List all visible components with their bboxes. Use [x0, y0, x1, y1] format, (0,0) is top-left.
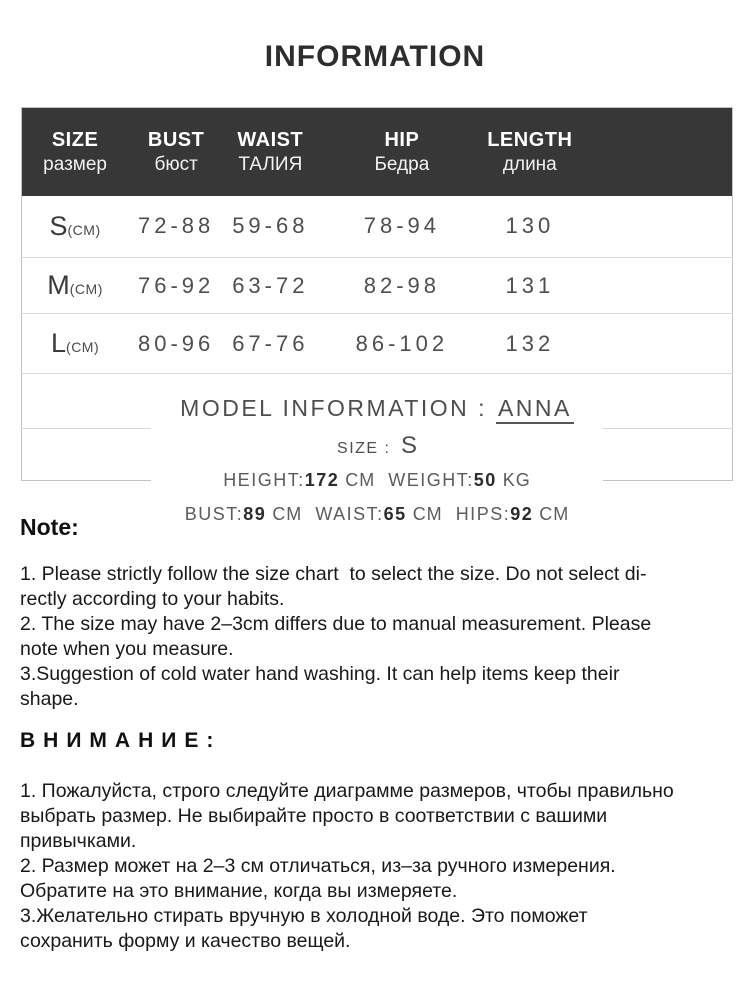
model-name: ANNA	[496, 395, 574, 424]
note-line: note when you measure.	[20, 638, 234, 660]
cell-waist: 63-72	[232, 272, 309, 298]
cell-bust: 80-96	[137, 330, 215, 356]
hips-label: HIPS:	[455, 504, 511, 524]
cell-hip: 86-102	[355, 330, 449, 356]
model-size-value: S	[400, 432, 417, 459]
cell-waist: 67-76	[232, 330, 309, 356]
table-row-size-s	[22, 196, 733, 258]
notes-english-paragraph	[20, 562, 732, 712]
model-size-line	[151, 432, 603, 460]
model-info-title: MODEL INFORMATION :	[180, 395, 488, 421]
weight-unit: KG	[502, 470, 531, 490]
weight-value: 50	[473, 470, 497, 490]
model-height-weight-line	[151, 470, 603, 491]
cell-bust: 72-88	[137, 213, 215, 239]
cell-size	[22, 196, 129, 258]
note-line: shape.	[20, 688, 79, 710]
note-line: 2. The size may have 2–3cm differs due to manual measurement. Please	[20, 613, 652, 635]
cell-length: 131	[505, 272, 555, 298]
column-header-bust	[128, 108, 224, 196]
size-table-header-row	[22, 108, 733, 196]
note-line: выбрать размер. Не выбирайте просто в соответствии с вашими	[20, 805, 608, 827]
cell-size	[22, 314, 129, 374]
note-line: 1. Please strictly follow the size chart to select the size. Do not select di-	[20, 563, 647, 585]
notes-russian-paragraph	[20, 779, 732, 954]
cell-length: 132	[505, 330, 555, 356]
column-header-size-en: SIZE	[51, 128, 99, 151]
note-line: 3.Желательно стирать вручную в холодной воде. Это поможет	[20, 905, 588, 927]
column-header-waist	[224, 108, 316, 196]
size-label: S	[49, 210, 68, 241]
note-line: 1. Пожалуйста, строго следуйте диаграмме размеров, чтобы правильно	[20, 780, 674, 802]
height-value: 172	[304, 470, 340, 490]
note-line: 2. Размер может на 2–3 см отличаться, из–за ручного измерения.	[20, 855, 616, 877]
column-header-filler	[572, 108, 732, 196]
waist-label: WAIST:	[315, 504, 384, 524]
cell-length: 130	[505, 213, 555, 239]
notes-english-heading: Note:	[20, 514, 79, 540]
table-row-size-l	[22, 314, 733, 374]
cell-filler	[572, 196, 732, 258]
column-header-bust-ru: бюст	[154, 153, 198, 175]
cell-hip: 82-98	[363, 272, 440, 298]
weight-label: WEIGHT:	[388, 470, 474, 490]
model-info-box	[151, 383, 603, 525]
hips-unit: CM	[539, 504, 570, 524]
size-unit: (CM)	[66, 339, 100, 355]
cell-bust: 76-92	[137, 272, 215, 298]
column-header-hip	[317, 108, 488, 196]
column-header-length	[487, 108, 572, 196]
cell-filler	[572, 258, 732, 314]
model-size-label: SIZE :	[337, 440, 391, 457]
column-header-bust-en: BUST	[147, 128, 205, 151]
waist-unit: CM	[412, 504, 443, 524]
column-header-size	[22, 108, 129, 196]
cell-hip: 78-94	[363, 213, 440, 239]
bust-value: 89	[243, 504, 267, 524]
size-label: L	[51, 328, 67, 358]
note-line: Обратите на это внимание, когда вы измеряете.	[20, 880, 458, 902]
column-header-waist-en: WAIST	[237, 128, 304, 151]
hips-value: 92	[510, 504, 534, 524]
notes-russian-section	[20, 729, 732, 954]
column-header-size-ru: размер	[43, 153, 107, 175]
column-header-hip-ru: Бедра	[374, 153, 430, 175]
notes-english-section	[20, 514, 732, 712]
size-unit: (CM)	[69, 281, 103, 297]
size-unit: (CM)	[67, 221, 101, 238]
column-header-length-en: LENGTH	[487, 128, 573, 151]
note-line: 3.Suggestion of cold water hand washing. It can help items keep their	[20, 663, 620, 685]
cell-filler	[572, 314, 732, 374]
cell-waist: 59-68	[232, 213, 309, 239]
model-info-title-line	[151, 395, 603, 422]
note-line: привычками.	[20, 830, 137, 852]
bust-unit: CM	[272, 504, 303, 524]
page-title: INFORMATION	[264, 40, 486, 73]
column-header-waist-ru: ТАЛИЯ	[238, 153, 303, 175]
note-line: сохранить форму и качество вещей.	[20, 930, 351, 952]
height-label: HEIGHT:	[223, 470, 305, 490]
size-label: M	[47, 270, 70, 300]
column-header-length-ru: длина	[502, 153, 557, 175]
column-header-hip-en: HIP	[384, 128, 420, 151]
notes-russian-heading: ВНИМАНИЕ:	[20, 729, 222, 752]
table-row-size-m	[22, 258, 733, 314]
waist-value: 65	[383, 504, 407, 524]
model-bust-waist-hips-line	[151, 504, 603, 525]
height-unit: CM	[345, 470, 376, 490]
note-line: rectly according to your habits.	[20, 588, 285, 610]
cell-size	[22, 258, 129, 314]
bust-label: BUST:	[184, 504, 244, 524]
size-table-section	[21, 107, 733, 524]
